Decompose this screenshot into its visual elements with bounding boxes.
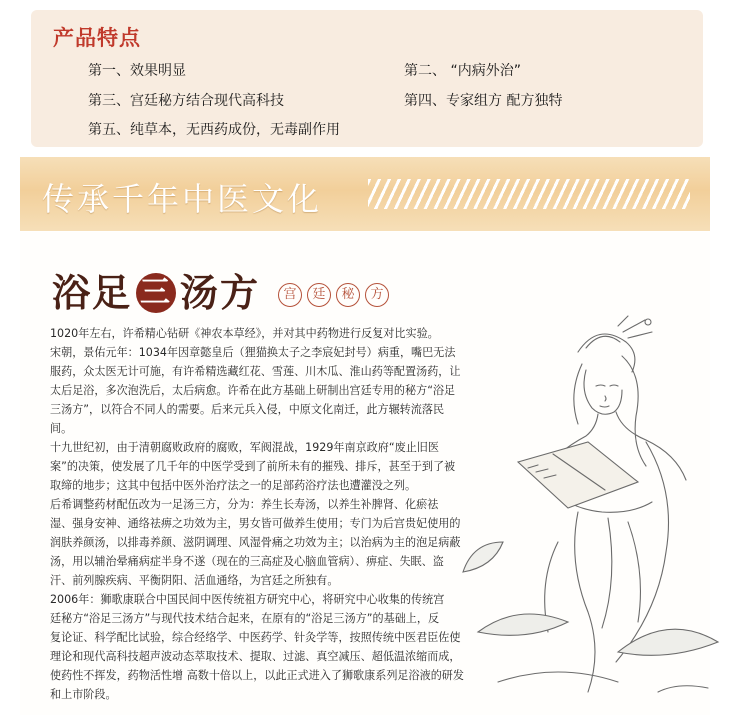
title-part-1: 浴足	[52, 270, 133, 315]
features-title: 产品特点	[53, 26, 141, 50]
seal-char: 秘	[336, 283, 360, 307]
text-line: 和上市阶段。	[50, 688, 117, 701]
article-section	[20, 232, 710, 715]
paragraph	[50, 590, 468, 704]
text-line: 太后足浴，多次泡洗后，太后病愈。许希在此方基础上研制出宫廷专用的秘方“浴足	[50, 384, 456, 397]
classical-lady-illustration	[458, 312, 728, 712]
seal-char: 方	[365, 283, 389, 307]
palace-secret-seals	[278, 283, 394, 307]
feature-item: 第三、宫廷秘方结合现代高科技	[88, 93, 284, 109]
banner-title: 传承千年中医文化	[42, 180, 323, 218]
feature-item: 第五、纯草本，无西药成份，无毒副作用	[88, 122, 340, 138]
text-line: 间。	[50, 422, 73, 435]
seal-char: 宫	[278, 283, 302, 307]
text-line: 宋朝，景佑元年：1034年因章懿皇后（狸猫换太子之李宸妃封号）病重，嘴巴无法	[50, 346, 456, 359]
culture-banner	[20, 157, 710, 231]
text-line: 汤，用以辅治晕痛病症半身不遂（现在的三高症及心脑血管病）、痹症、失眠、盗	[50, 555, 444, 568]
text-line: 湿、强身安神、通络祛痹之功效为主，男女皆可做养生使用；专门为后宫贵妃使用的	[50, 517, 461, 530]
paragraph	[50, 438, 468, 495]
paragraph	[50, 324, 468, 438]
title-part-2: 汤方	[180, 270, 261, 315]
decorative-stripes	[368, 179, 690, 209]
product-features-panel	[31, 10, 703, 147]
text-line: 案”的决策，使发展了几千年的中医学受到了前所未有的摧残、排斥，甚至于到了被	[50, 460, 456, 473]
text-line: 复论证、科学配比试验，综合经络学、中医药学、针灸学等，按照传统中医君臣佐使	[50, 631, 461, 644]
text-line: 理论和现代高科技超声波动态萃取技术、提取、过滤、真空减压、超低温浓缩而成，	[50, 650, 461, 663]
text-line: 润肤养颜汤，以排毒养颜、滋阴调理、风湿骨痛之功效为主；以治病为主的泡足病蔽	[50, 536, 461, 549]
text-line: 服药，众太医无计可施，有许希精选藏红花、雪莲、川木瓜、淮山药等配置汤药，让	[50, 365, 461, 378]
text-line: 1020年左右，许希精心钻研《神农本草经》，并对其中药物进行反复对比实验。	[50, 327, 439, 340]
text-line: 汗、前列腺疾病、平衡阴阳、活血通络，为宫廷之所独有。	[50, 574, 339, 587]
text-line: 取缔的地步；这其中包括中医外治疗法之一的足部药浴疗法也遭灌没之列。	[50, 479, 417, 492]
text-line: 使药性不挥发，药物活性增 高数十倍以上，以此正式进入了狮歌康系列足浴液的研发	[50, 669, 464, 682]
text-line: 2006年：狮歌康联合中国民间中医传统祖方研究中心，将研究中心收集的传统宫	[50, 593, 445, 606]
feature-item: 第一、效果明显	[88, 63, 186, 79]
article-body	[50, 324, 468, 704]
text-line: 廷秘方“浴足三汤方”与现代技术结合起来，在原有的“浴足三汤方”的基础上，反	[50, 612, 440, 625]
title-seal: 三	[136, 273, 176, 313]
paragraph	[50, 495, 468, 590]
article-title	[52, 262, 260, 317]
feature-item: 第二、 “内病外治”	[404, 63, 521, 79]
text-line: 后希调整药材配伍改为一足汤三方，分为：养生长寿汤，以养生补脾肾、化瘀祛	[50, 498, 439, 511]
text-line: 三汤方”，以符合不同人的需要。后来元兵入侵，中原文化南迁，此方辗转流落民	[50, 403, 445, 416]
feature-item: 第四、专家组方 配方独特	[404, 93, 563, 109]
seal-char: 廷	[307, 283, 331, 307]
text-line: 十九世纪初，由于清朝腐败政府的腐败，军阀混战，1929年南京政府“废止旧医	[50, 441, 439, 454]
